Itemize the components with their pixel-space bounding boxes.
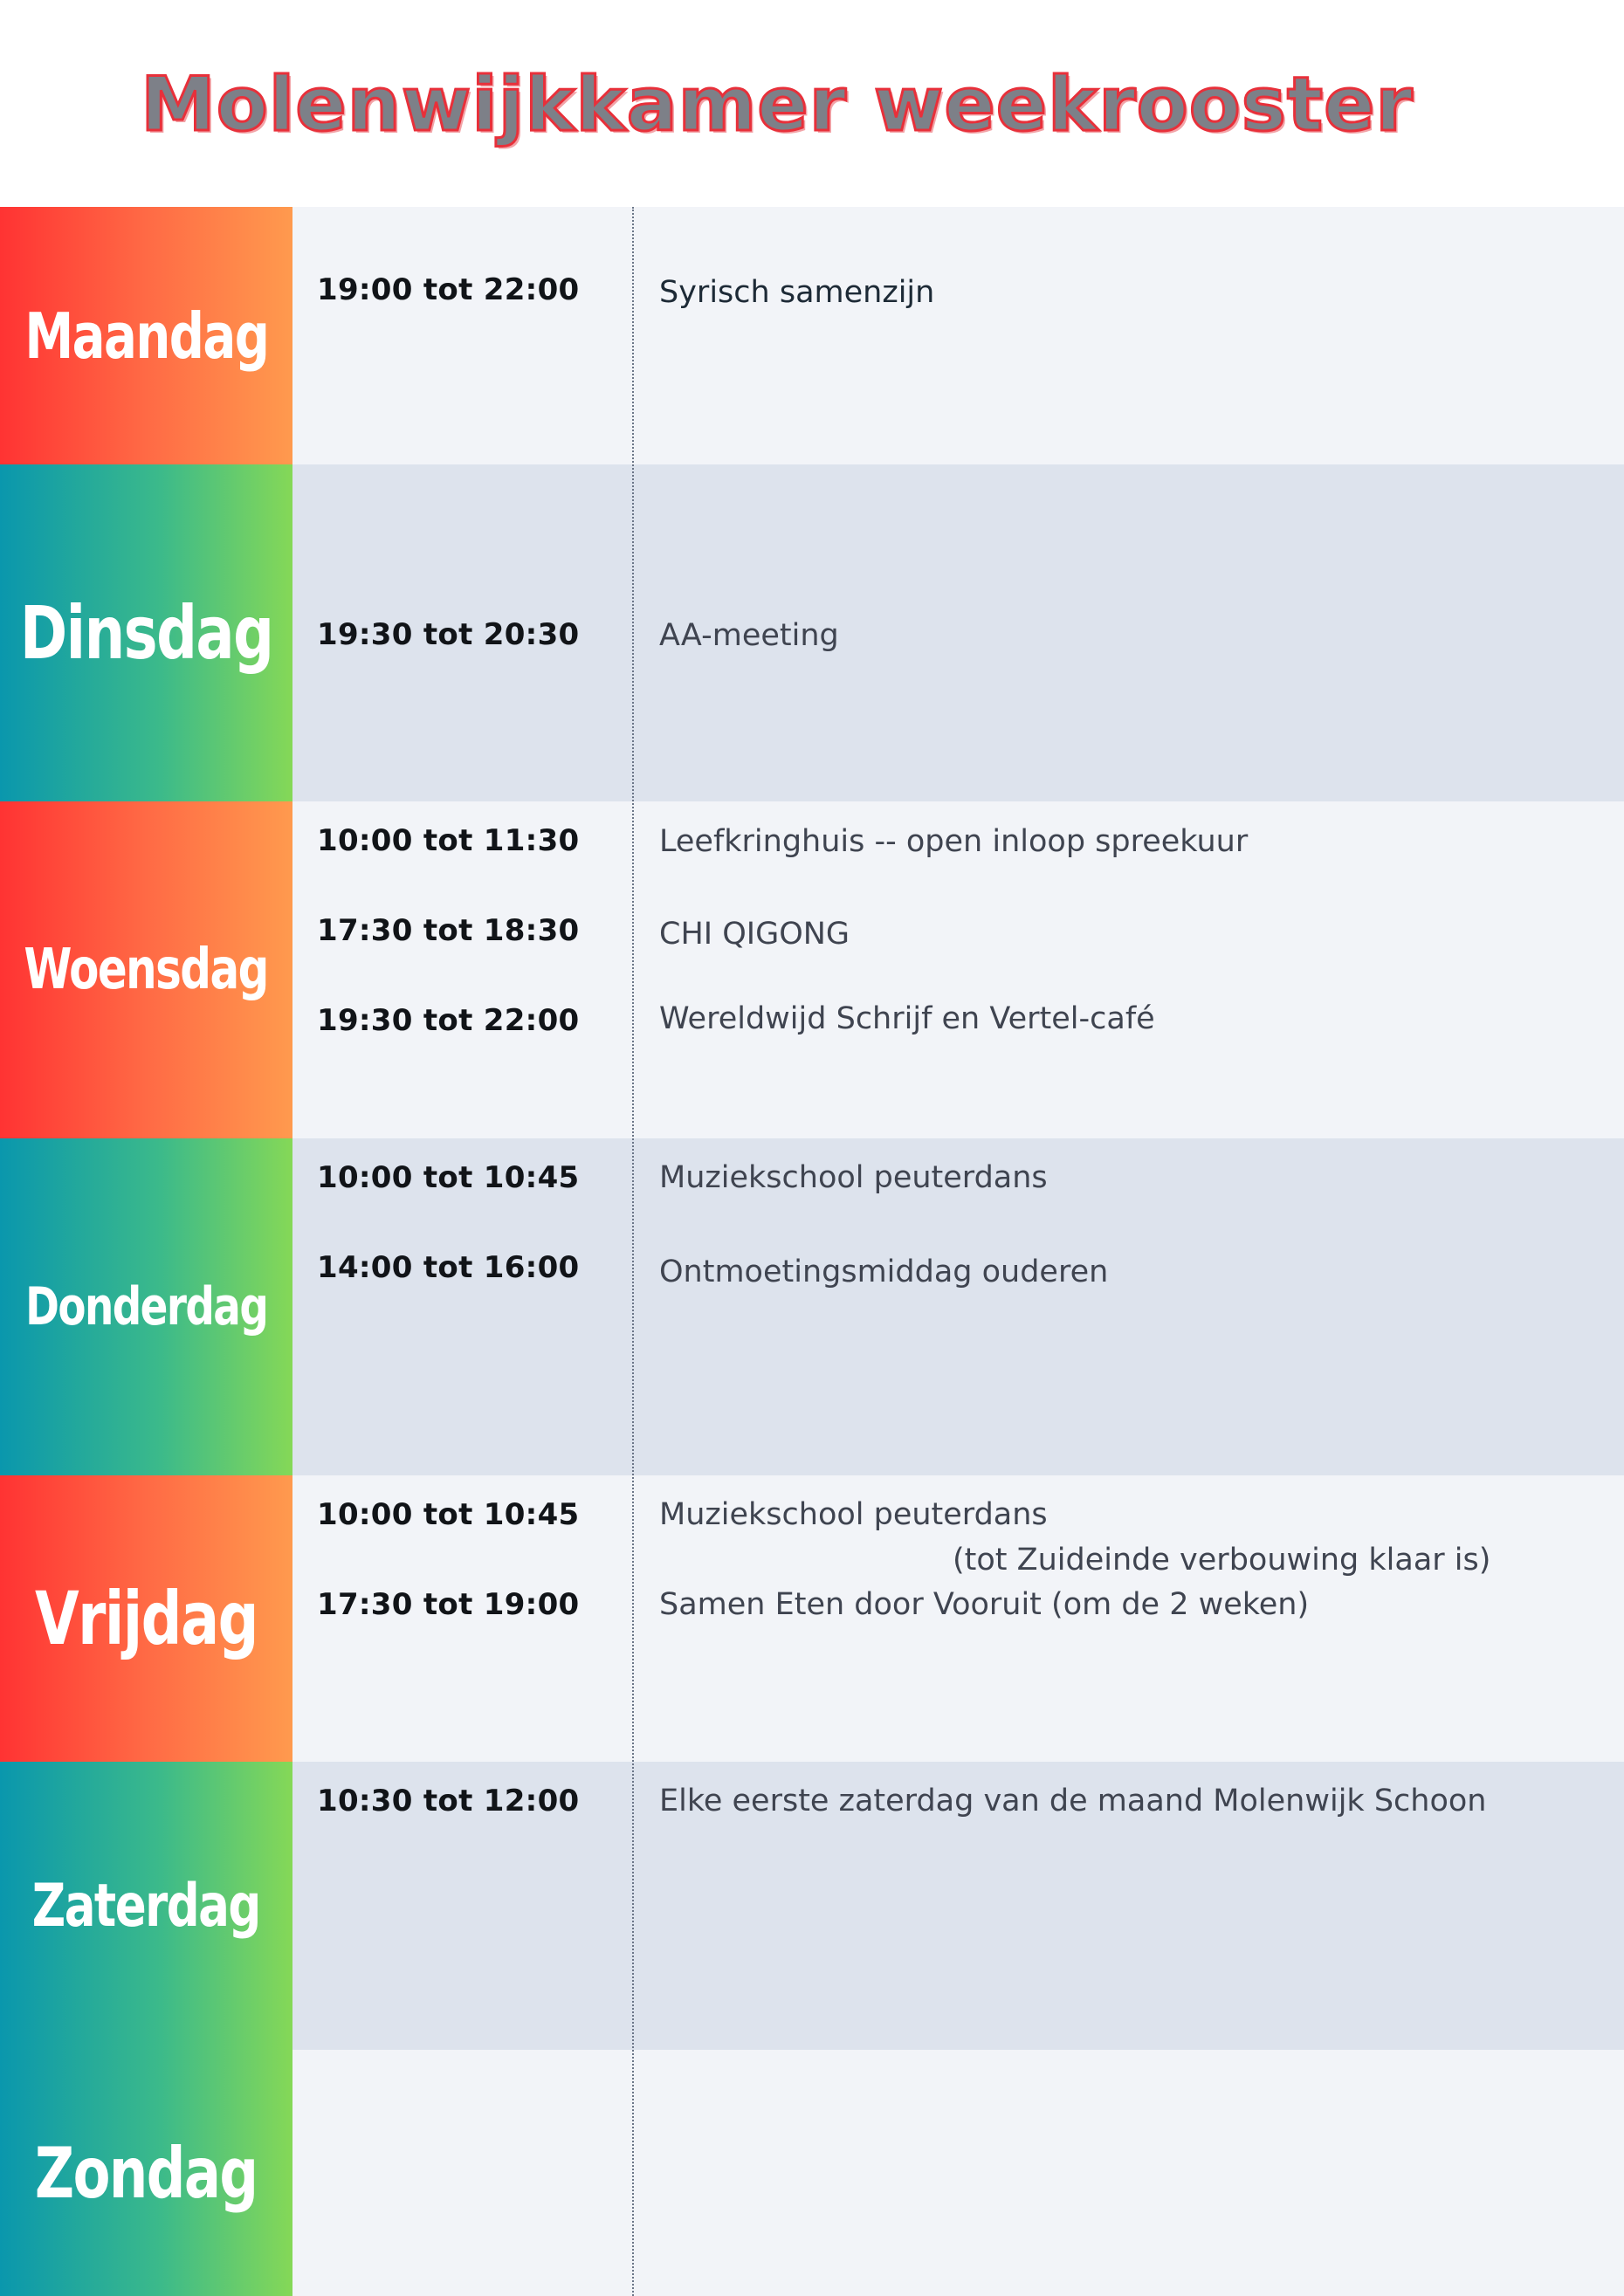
time-slot: 10:00 tot 11:30 — [317, 823, 580, 858]
day-label-dinsdag: Dinsdag — [0, 464, 292, 801]
week-schedule — [0, 207, 1624, 2296]
day-label-vrijdag: Vrijdag — [0, 1475, 292, 1762]
day-row-dinsdag — [0, 464, 1624, 801]
activity: Samen Eten door Vooruit (om de 2 weken) — [659, 1587, 1310, 1622]
day-label-maandag: Maandag — [0, 207, 292, 464]
times-column — [292, 801, 633, 1138]
activity: CHI QIGONG — [659, 917, 850, 952]
time-slot: 19:30 tot 20:30 — [317, 617, 580, 652]
page-title: Molenwijkkamer weekrooster — [141, 61, 1414, 148]
day-row-donderdag — [0, 1138, 1624, 1475]
time-slot: 14:00 tot 16:00 — [317, 1250, 580, 1285]
times-column — [292, 1138, 633, 1475]
activities-column — [633, 1138, 1624, 1475]
activity: Ontmoetingsmiddag ouderen — [659, 1255, 1109, 1289]
time-slot: 10:00 tot 10:45 — [317, 1497, 580, 1532]
activity: Leefkringhuis -- open inloop spreekuur — [659, 824, 1249, 859]
times-column — [292, 464, 633, 801]
activities-column — [633, 207, 1624, 464]
activity: Wereldwijd Schrijf en Vertel-café — [659, 1001, 1155, 1036]
activities-column — [633, 1475, 1624, 1762]
activity: Syrisch samenzijn — [659, 275, 935, 310]
time-slot: 19:00 tot 22:00 — [317, 272, 580, 307]
day-row-maandag — [0, 207, 1624, 464]
time-slot: 17:30 tot 19:00 — [317, 1587, 580, 1622]
day-row-woensdag — [0, 801, 1624, 1138]
activities-column — [633, 464, 1624, 801]
day-row-zaterdag — [0, 1762, 1624, 2050]
times-column — [292, 2050, 633, 2296]
day-row-zondag — [0, 2050, 1624, 2296]
day-row-vrijdag — [0, 1475, 1624, 1762]
day-label-zondag: Zondag — [0, 2050, 292, 2296]
column-divider — [632, 207, 634, 2296]
times-column — [292, 1475, 633, 1762]
activities-column — [633, 801, 1624, 1138]
activity: Elke eerste zaterdag van de maand Molenwijk Schoon — [659, 1784, 1487, 1818]
activity: Muziekschool peuterdans — [659, 1160, 1048, 1195]
activity: AA-meeting — [659, 618, 839, 653]
time-slot: 10:00 tot 10:45 — [317, 1160, 580, 1195]
time-slot: 17:30 tot 18:30 — [317, 913, 580, 948]
activities-column — [633, 1762, 1624, 2050]
time-slot: 19:30 tot 22:00 — [317, 1003, 580, 1038]
activity: Muziekschool peuterdans — [659, 1497, 1048, 1532]
day-label-woensdag: Woensdag — [0, 801, 292, 1138]
time-slot: 10:30 tot 12:00 — [317, 1784, 580, 1818]
day-label-zaterdag: Zaterdag — [0, 1762, 292, 2050]
day-label-donderdag: Donderdag — [0, 1138, 292, 1475]
times-column — [292, 207, 633, 464]
activity-note: (tot Zuideinde verbouwing klaar is) — [953, 1543, 1491, 1578]
times-column — [292, 1762, 633, 2050]
activities-column — [633, 2050, 1624, 2296]
